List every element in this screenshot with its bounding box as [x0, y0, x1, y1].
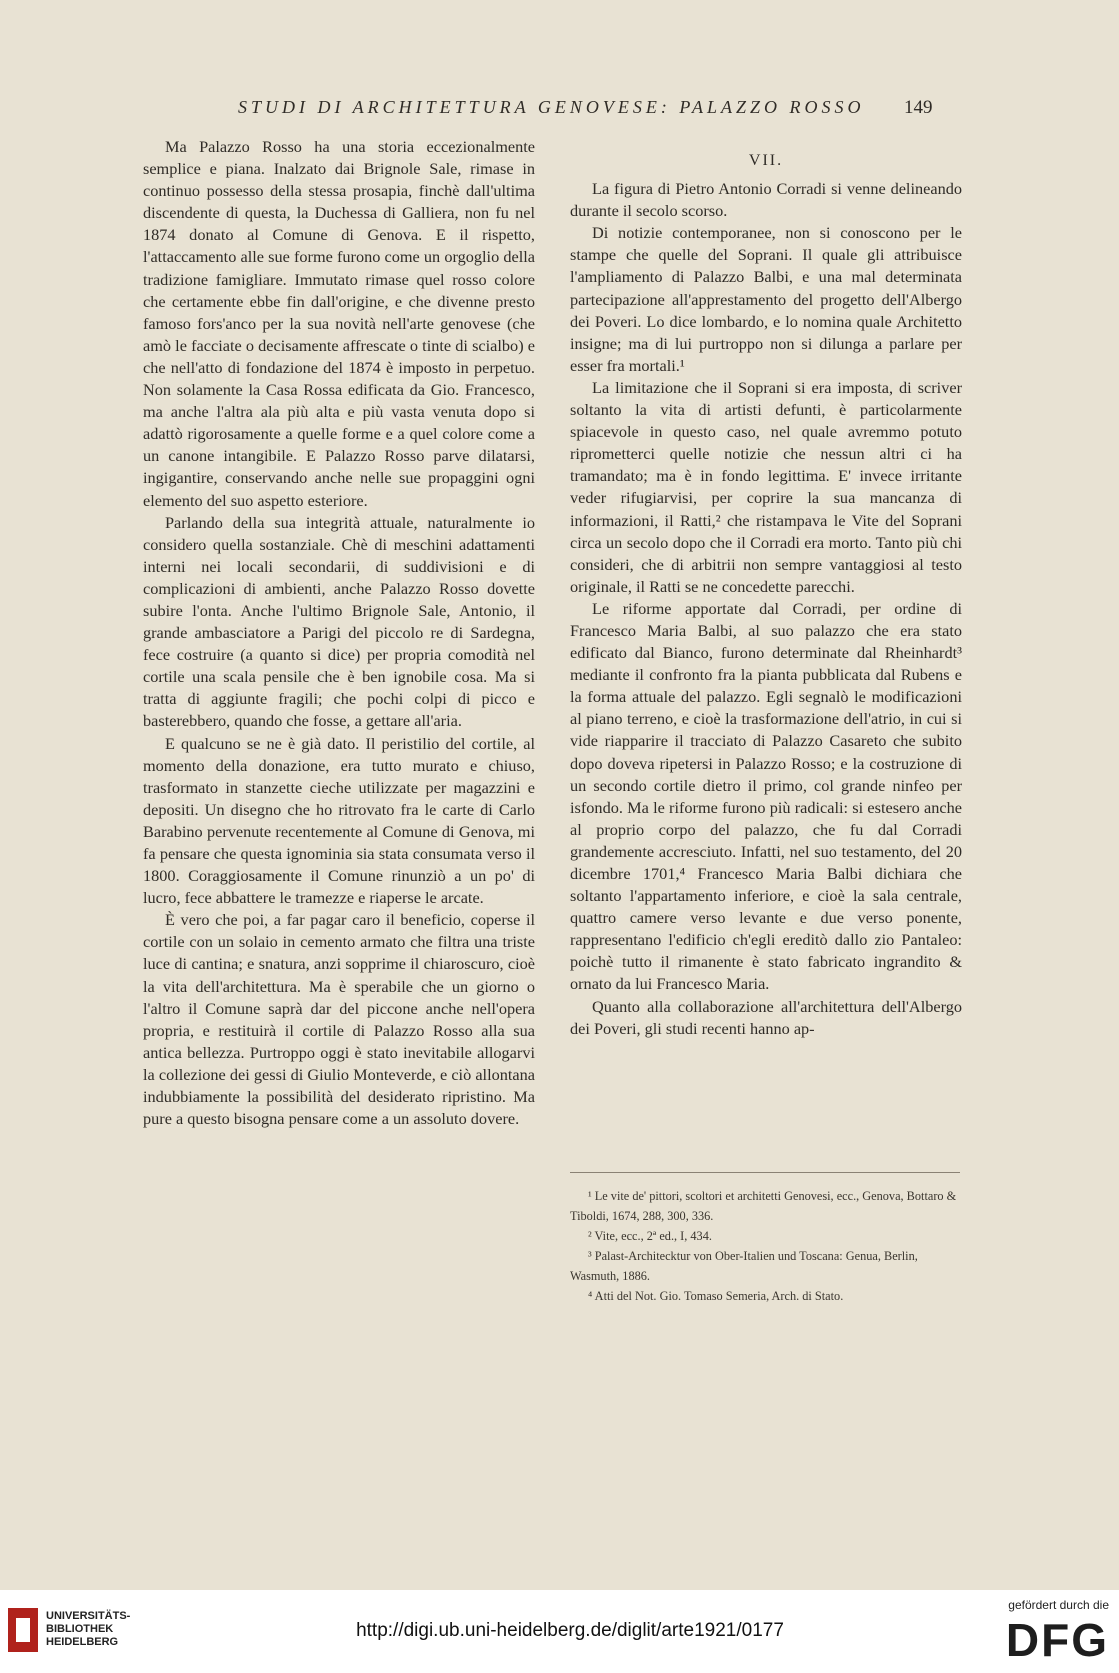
footnotes [570, 1186, 962, 1306]
footnote: ¹ Le vite de' pittori, scoltori et architetti Genovesi, ecc., Genova, Bottaro & Tiboldi, 1674, 288, 300, 336. [570, 1189, 957, 1223]
library-logo[interactable] [8, 1606, 163, 1660]
footnote-divider [570, 1172, 960, 1173]
page-header [0, 97, 1119, 123]
library-name: UNIVERSITÄTS- BIBLIOTHEK HEIDELBERG [46, 1610, 131, 1648]
footnote: ² Vite, ecc., 2ª ed., I, 434. [588, 1229, 712, 1243]
paragraph: E qualcuno se ne è già dato. Il peristilio del cortile, al momento della donazione, era tutto murato e chiuso, trasformato in stanzette cieche utilizzate per magazzini e depositi. Un disegno che ho ritrovato fra le carte di Carlo Barabino pervenute recentemente al Comune di Genova, mi fa pensare che questa ignominia sia stata consumata verso il 1800. Coraggiosamente il Comune rinunziò a un po' di lucro, fece abbattere le tramezze e riaperse le arcate. [143, 733, 535, 908]
right-column [570, 136, 962, 1040]
paragraph: Quanto alla collaborazione all'architettura dell'Albergo dei Poveri, gli studi recenti hanno ap- [570, 996, 962, 1038]
paragraph: La limitazione che il Soprani si era imposta, di scriver soltanto la vita di artisti defunti, è particolarmente spiacevole in questo caso, nel quale avremmo potuto riprometterci quelle notizie che nessun altri ci ha tramandato; ma è in fondo legittima. E' invece irritante veder rifugiarvisi, per coprire la sua mancanza di informazioni, il Ratti,² che ristampava le Vite del Soprani circa un secolo dopo che il Corradi era morto. Tanto più chi consideri, che di arbitrii non sempre vantaggiosi al testo originale, il Ratti se ne concedette parecchi. [570, 377, 962, 596]
section-heading: VII. [748, 152, 784, 169]
paragraph: Ma Palazzo Rosso ha una storia eccezionalmente semplice e piana. Inalzato dai Brignole Sale, rimase in continuo possesso della stessa prosapia, finchè dall'ultima discendente di questa, la Duchessa di Galliera, non fu nel 1874 donato al Comune di Genova. E il rispetto, l'attaccamento alle sue forme furono come un orgoglio della tradizione famigliare. Immutato rimase quel rosso colore che certamente ebbe fin dall'origine, e che divenne presto famoso fors'anco per la sua novità nell'arte genovese (che amò le facciate o decisamente affrescate o tinte di scialbo) e che nell'atto di fondazione del 1874 è imposto in perpetuo. Non solamente la Casa Rossa edificata da Gio. Francesco, ma anche l'altra ala più alta e più vasta venuta dopo si adattò rigorosamente a quelle forme e a quel colore come a un canone intangibile. E Palazzo Rosso parve dilatarsi, ingigantire, conservando anche nelle sue propaggini ogni elemento del suo aspetto esteriore. [143, 137, 535, 510]
footnote: ⁴ Atti del Not. Gio. Tomaso Semeria, Arch. di Stato. [588, 1289, 844, 1303]
permalink-url[interactable]: http://digi.ub.uni-heidelberg.de/diglit/arte1921/0177 [356, 1620, 784, 1641]
left-column [143, 136, 535, 1130]
running-title: STUDI DI ARCHITETTURA GENOVESE: PALAZZO ROSSO [238, 97, 865, 117]
paragraph: Di notizie contemporanee, non si conoscono per le stampe che quelle del Soprani. Il quale gli attribuisce l'ampliamento di Palazzo Balbi, e una mal determinata partecipazione all'apprestamento del progetto dell'Albergo dei Poveri. Lo dice lombardo, e lo nomina quale Architetto insigne; ma di lui purtroppo non si dilunga a parlare per esser fra mortali.¹ [570, 223, 962, 375]
paragraph: È vero che poi, a far pagar caro il beneficio, coperse il cortile con un solaio in cemento armato che filtra una triste luce di cantina; e snatura, anzi sopprime il chiaroscuro, cioè la vita dell'architettura. Ma è sperabile che un giorno o l'altro il Comune saprà dar del piccone anche nell'opera propria, e restituirà il cortile di Palazzo Rosso alla sua antica bellezza. Purtroppo oggi è stato inevitabile allogarvi la collezione dei gessi di Giulio Monteverde, e ciò allontana indubbiamente la possibilità del desiderato ripristino. Ma pure a questo bisogna pensare come a un assoluto dovere. [143, 910, 535, 1129]
footnote: ³ Palast-Architecktur von Ober-Italien und Toscana: Genua, Berlin, Wasmuth, 1886. [570, 1249, 918, 1283]
paragraph: La figura di Pietro Antonio Corradi si venne delineando durante il secolo scorso. [570, 179, 962, 221]
paragraph: Parlando della sua integrità attuale, naturalmente io considero quella sostanziale. Chè di meschini adattamenti interni nei locali secondarii, di suddivisioni e di complicazioni di ambienti, anche Palazzo Rosso dovette subire l'onta. Anche l'ultimo Brignole Sale, Antonio, il grande ambasciatore a Parigi del piccolo re di Sardegna, fece costruire (a quanto si dice) per propria comodità nel cortile una scala pensile che è ben ignobile cosa. Ma si tratta di aggiunte fragili; che pochi colpi di picco e basterebbero, quando che fosse, a gettare all'aria. [143, 512, 535, 731]
funding-caption: gefördert durch die [1008, 1598, 1109, 1612]
library-logo-icon [8, 1608, 38, 1652]
page-number: 149 [904, 97, 933, 118]
viewer-footer [0, 1590, 1119, 1673]
dfg-logo[interactable] [981, 1594, 1109, 1668]
dfg-logo-text: DFG [1005, 1614, 1109, 1666]
paragraph: Le riforme apportate dal Corradi, per ordine di Francesco Maria Balbi, al suo palazzo che era stato edificato dal Bianco, furono determinate dal Rheinhardt³ mediante il confronto fra la pianta pubblicata dal Rubens e la forma attuale del palazzo. Egli segnalò le modificazioni al piano terreno, e cioè la trasformazione dell'atrio, in cui si vide riapparire il tracciato di Palazzo Casareto che subito dopo doveva ripetersi in Palazzo Rosso; e la costruzione di un secondo cortile dietro il primo, col grande ninfeo per isfondo. Ma le riforme furono più radicali: si estesero anche al proprio corpo del palazzo, che fu dal Corradi grandemente accresciuto. Infatti, nel suo testamento, del 20 dicembre 1701,⁴ Francesco Maria Balbi dichiara che soltanto l'appartamento inferiore, e cioè la sala centrale, quattro camere verso levante e due verso ponente, rappresentano l'edificio ch'egli ereditò dallo zio Pantaleo: poichè tutto il rimanente è stato fabricato ingrandito & ornato da lui Francesco Maria. [570, 598, 962, 994]
